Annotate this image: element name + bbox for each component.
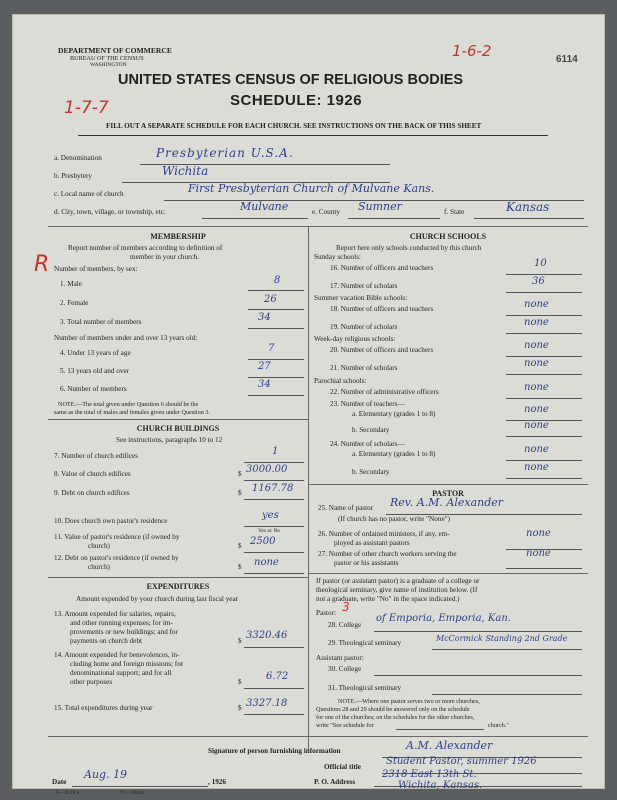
pastor-rule bbox=[308, 484, 588, 485]
pastor-note-line bbox=[396, 729, 484, 730]
q18-label: 18. Number of officers and teachers bbox=[330, 305, 434, 313]
local-name-label: c. Local name of church bbox=[54, 190, 124, 198]
header-rule bbox=[78, 135, 548, 136]
q13-value: 3320.46 bbox=[246, 630, 288, 641]
q19-line bbox=[506, 333, 582, 334]
q28-label: 28. College bbox=[328, 621, 362, 629]
expenditures-rule bbox=[48, 577, 308, 578]
q3-value: 34 bbox=[258, 312, 271, 323]
q1-label: 1. Male bbox=[60, 280, 82, 288]
county-label: e. County bbox=[312, 208, 340, 216]
county-line bbox=[348, 218, 440, 219]
q5-line bbox=[248, 377, 304, 378]
q25-label: 25. Name of pastor bbox=[318, 504, 374, 512]
q31-label: 31. Theological seminary bbox=[328, 684, 402, 692]
q20-value: none bbox=[524, 340, 549, 351]
q21-line bbox=[506, 374, 582, 375]
q21-value: none bbox=[524, 358, 549, 369]
q12-label-2: church) bbox=[88, 563, 110, 571]
q22-value: none bbox=[524, 382, 549, 393]
q24a-line bbox=[506, 460, 582, 461]
parochial-schools-label: Parochial schools: bbox=[314, 377, 367, 385]
q24a-value: none bbox=[524, 444, 549, 455]
q30-line bbox=[374, 675, 582, 676]
q11-line bbox=[244, 552, 304, 553]
state-value: Kansas bbox=[506, 200, 550, 214]
city-town-label: d. City, town, village, or township, etc. bbox=[54, 208, 166, 216]
q14-label-4: other purposes bbox=[70, 678, 113, 686]
q13-dollar: $ bbox=[238, 637, 242, 645]
q15-dollar: $ bbox=[238, 704, 242, 712]
membership-note-2: same as the total of males and females given under Question 3. bbox=[54, 409, 211, 416]
date-year: , 1926 bbox=[208, 778, 226, 786]
q11-dollar: $ bbox=[238, 542, 242, 550]
q6-value: 34 bbox=[258, 379, 271, 390]
q10-line bbox=[244, 526, 304, 527]
q4-value: 7 bbox=[268, 343, 275, 354]
q15-line bbox=[244, 714, 304, 715]
q27-value: none bbox=[526, 548, 551, 559]
q5-label: 5. 13 years old and over bbox=[60, 367, 130, 375]
schools-subheading: Report here only schools conducted by this church bbox=[336, 244, 482, 252]
q5-value: 27 bbox=[258, 361, 271, 372]
q9-dollar: $ bbox=[238, 489, 242, 497]
q23a-value: none bbox=[524, 404, 549, 415]
q12-line bbox=[244, 573, 304, 574]
pastor-note-4: write "See schedule for bbox=[316, 722, 374, 729]
q20-line bbox=[506, 356, 582, 357]
signature-value: A.M. Alexander bbox=[406, 739, 493, 752]
q17-line bbox=[506, 292, 582, 293]
q14-value: 6.72 bbox=[266, 671, 289, 682]
pastor-note-1: NOTE.—Where one pastor serves two or more churches, bbox=[338, 698, 480, 705]
presbytery-label: b. Presbytery bbox=[54, 172, 92, 180]
department-label: DEPARTMENT OF COMMERCE bbox=[58, 46, 172, 55]
q11-value: 2500 bbox=[250, 536, 276, 547]
signature-label: Signature of person furnishing information bbox=[208, 747, 341, 755]
city-value: Mulvane bbox=[240, 200, 289, 213]
state-line bbox=[474, 218, 584, 219]
q29-line bbox=[432, 649, 582, 650]
schools-heading: CHURCH SCHOOLS bbox=[409, 232, 487, 241]
official-title-value: Student Pastor, summer 1926 bbox=[386, 756, 537, 767]
date-label: Date bbox=[52, 778, 67, 786]
pastor-note-5: church." bbox=[488, 722, 509, 729]
form-number: 6114 bbox=[556, 54, 578, 65]
county-value: Sumner bbox=[358, 200, 402, 213]
buildings-subheading: See instructions, paragraphs 10 to 12 bbox=[116, 436, 223, 444]
pastor-sublabel: Pastor: bbox=[316, 609, 336, 617]
membership-intro-1: Report number of members according to definition of bbox=[68, 244, 223, 252]
q29-label: 29. Theological seminary bbox=[328, 639, 402, 647]
q10-label: 10. Does church own pastor's residence bbox=[54, 517, 168, 525]
q19-value: none bbox=[524, 317, 549, 328]
q28-value: of Emporia, Emporia, Kan. bbox=[376, 613, 511, 624]
q13-label-4: payments on church debt bbox=[70, 637, 143, 645]
q23b-value: none bbox=[524, 420, 549, 431]
q25-value: Rev. A.M. Alexander bbox=[390, 496, 504, 509]
q22-label: 22. Number of administrative officers bbox=[330, 388, 439, 396]
q9-value: 1167.78 bbox=[252, 483, 294, 494]
q16-value: 10 bbox=[534, 258, 547, 269]
q24-label: 24. Number of scholars— bbox=[330, 440, 405, 448]
q23b-line bbox=[506, 436, 582, 437]
q22-line bbox=[506, 398, 582, 399]
q2-line bbox=[248, 309, 304, 310]
q2-label: 2. Female bbox=[60, 299, 89, 307]
presbytery-value: Wichita bbox=[162, 164, 209, 178]
q11-label-2: church) bbox=[88, 542, 110, 550]
q13-label-3: provements or new buildings; and for bbox=[70, 628, 178, 636]
q14-line bbox=[244, 688, 304, 689]
q27-label-2: pastor or his assistants bbox=[334, 559, 399, 567]
q24a-label: a. Elementary (grades 1 to 8) bbox=[352, 450, 436, 458]
q7-value: 1 bbox=[272, 446, 279, 457]
college-instruction-3: not a graduate, write "No" in the space indicated.) bbox=[316, 595, 460, 603]
yes-or-no-hint: Yes or No bbox=[258, 528, 281, 534]
po-address-value-1: 2318 East 13th St. bbox=[382, 769, 477, 780]
pastor-heading: PASTOR bbox=[432, 489, 464, 498]
buildings-rule bbox=[48, 419, 308, 420]
q1-line bbox=[248, 290, 304, 291]
form-title: UNITED STATES CENSUS OF RELIGIOUS BODIES bbox=[118, 72, 464, 88]
college-rule bbox=[308, 573, 588, 574]
q28-line bbox=[374, 631, 582, 632]
city-line bbox=[202, 218, 308, 219]
q14-label-3: denominational support; and for all bbox=[70, 669, 172, 677]
schedule-title: SCHEDULE: 1926 bbox=[230, 92, 363, 109]
q23a-label: a. Elementary (grades 1 to 8) bbox=[352, 410, 436, 418]
q17-label: 17. Number of scholars bbox=[330, 282, 398, 290]
print-code: 11—9064d bbox=[120, 790, 145, 796]
q3-line bbox=[248, 328, 304, 329]
handwritten-code-top: 1-6-2 bbox=[452, 42, 492, 60]
q8-value: 3000.00 bbox=[246, 464, 288, 475]
handwritten-margin-mark: R bbox=[34, 252, 50, 277]
po-address-label: P. O. Address bbox=[314, 778, 356, 786]
denomination-value: Presbyterian U.S.A. bbox=[156, 146, 294, 160]
handwritten-code-left: 1-7-7 bbox=[64, 98, 109, 118]
q26-label-1: 26. Number of ordained ministers, if any, em- bbox=[318, 530, 450, 538]
q6-line bbox=[248, 395, 304, 396]
q13-label-1: 13. Amount expended for salaries, repairs, bbox=[54, 610, 176, 618]
q15-label: 15. Total expenditures during year bbox=[54, 704, 153, 712]
q19-label: 19. Number of scholars bbox=[330, 323, 398, 331]
age-intro-label: Number of members under and over 13 years old: bbox=[54, 334, 198, 342]
q31-line bbox=[432, 694, 582, 695]
q12-value: none bbox=[254, 557, 279, 568]
q27-label-1: 27. Number of other church workers serving the bbox=[318, 550, 457, 558]
q27-line bbox=[506, 568, 582, 569]
q20-label: 20. Number of officers and teachers bbox=[330, 346, 434, 354]
q30-label: 30. College bbox=[328, 665, 362, 673]
assistant-pastor-label: Assistant pastor: bbox=[316, 654, 364, 662]
q16-line bbox=[506, 274, 582, 275]
q23b-label: b. Secondary bbox=[352, 426, 390, 434]
q24b-value: none bbox=[524, 462, 549, 473]
q4-line bbox=[248, 359, 304, 360]
college-instruction-2: theological seminary, give name of institution below. (If bbox=[316, 586, 478, 594]
date-line bbox=[72, 786, 208, 787]
membership-note-1: NOTE.—The total given under Question 6 should be the bbox=[58, 401, 199, 408]
po-address-value-2: Wichita, Kansas. bbox=[398, 780, 483, 791]
q24b-label: b. Secondary bbox=[352, 468, 390, 476]
buildings-heading: CHURCH BUILDINGS bbox=[136, 424, 220, 433]
q17-value: 36 bbox=[532, 276, 545, 287]
date-value: Aug. 19 bbox=[84, 768, 128, 781]
q15-value: 3327.18 bbox=[246, 698, 288, 709]
bottom-grid-rule bbox=[48, 736, 588, 737]
q14-label-1: 14. Amount expended for benevolences, in- bbox=[54, 651, 180, 659]
q7-label: 7. Number of church edifices bbox=[54, 452, 139, 460]
q10-value: yes bbox=[262, 510, 279, 521]
column-divider bbox=[308, 226, 309, 750]
census-schedule-sheet bbox=[12, 14, 605, 796]
q21-label: 21. Number of scholars bbox=[330, 364, 398, 372]
form-code: 6—3518 a bbox=[56, 790, 80, 796]
q8-dollar: $ bbox=[238, 470, 242, 478]
q3-label: 3. Total number of members bbox=[60, 318, 142, 326]
q12-label-1: 12. Debt on pastor's residence (if owned by bbox=[54, 554, 179, 562]
instruction-line: FILL OUT A SEPARATE SCHEDULE FOR EACH CHURCH. SEE INSTRUCTIONS ON THE BACK OF THIS SHEET bbox=[106, 122, 482, 130]
expenditures-subheading: Amount expended by your church during last fiscal year bbox=[76, 595, 239, 603]
q7-line bbox=[244, 462, 304, 463]
state-label: f. State bbox=[444, 208, 465, 216]
denomination-label: a. Denomination bbox=[54, 154, 102, 162]
college-instruction-1: If pastor (or assistant pastor) is a graduate of a college or bbox=[316, 577, 480, 585]
q24b-line bbox=[506, 478, 582, 479]
q8-label: 8. Value of church edifices bbox=[54, 470, 131, 478]
membership-heading: MEMBERSHIP bbox=[150, 232, 206, 241]
q14-dollar: $ bbox=[238, 678, 242, 686]
q6-label: 6. Number of members bbox=[60, 385, 127, 393]
q1-value: 8 bbox=[274, 275, 281, 286]
vacation-schools-label: Summer vacation Bible schools: bbox=[314, 294, 408, 302]
bureau-label: BUREAU OF THE CENSUS bbox=[70, 55, 144, 62]
top-grid-rule bbox=[48, 226, 588, 227]
city-label: WASHINGTON bbox=[90, 62, 127, 68]
q11-label-1: 11. Value of pastor's residence (if owned by bbox=[54, 533, 180, 541]
q13-label-2: and other running expenses; for im- bbox=[70, 619, 173, 627]
q14-label-2: cluding home and foreign missions; for bbox=[70, 660, 184, 668]
q4-label: 4. Under 13 years of age bbox=[60, 349, 131, 357]
q26-value: none bbox=[526, 528, 551, 539]
membership-intro-2: member in your church. bbox=[130, 253, 200, 261]
q25-note: (If church has no pastor, write "None") bbox=[338, 515, 450, 523]
pastor-red-mark: 3 bbox=[342, 600, 350, 614]
q18-value: none bbox=[524, 299, 549, 310]
q29-value: McCormick Standing 2nd Grade bbox=[436, 634, 568, 643]
q23-label: 23. Number of teachers— bbox=[330, 400, 405, 408]
q8-line bbox=[244, 480, 304, 481]
members-by-sex-label: Number of members, by sex: bbox=[54, 265, 138, 273]
q16-label: 16. Number of officers and teachers bbox=[330, 264, 434, 272]
sunday-schools-label: Sunday schools: bbox=[314, 253, 361, 261]
pastor-note-3: for one of the churches; on the schedules for the other churches, bbox=[316, 714, 475, 721]
official-title-label: Official title bbox=[324, 763, 361, 771]
pastor-note-2: Questions 28 and 29 should be answered only on the schedule bbox=[316, 706, 470, 713]
q12-dollar: $ bbox=[238, 563, 242, 571]
q18-line bbox=[506, 315, 582, 316]
q26-label-2: ployed as assistant pastors bbox=[334, 539, 410, 547]
q9-label: 9. Debt on church edifices bbox=[54, 489, 130, 497]
q2-value: 26 bbox=[264, 294, 277, 305]
q9-line bbox=[244, 499, 304, 500]
weekday-schools-label: Week-day religious schools: bbox=[314, 335, 396, 343]
q13-line bbox=[244, 647, 304, 648]
local-name-value: First Presbyterian Church of Mulvane Kans. bbox=[188, 182, 435, 195]
expenditures-heading: EXPENDITURES bbox=[146, 582, 210, 591]
